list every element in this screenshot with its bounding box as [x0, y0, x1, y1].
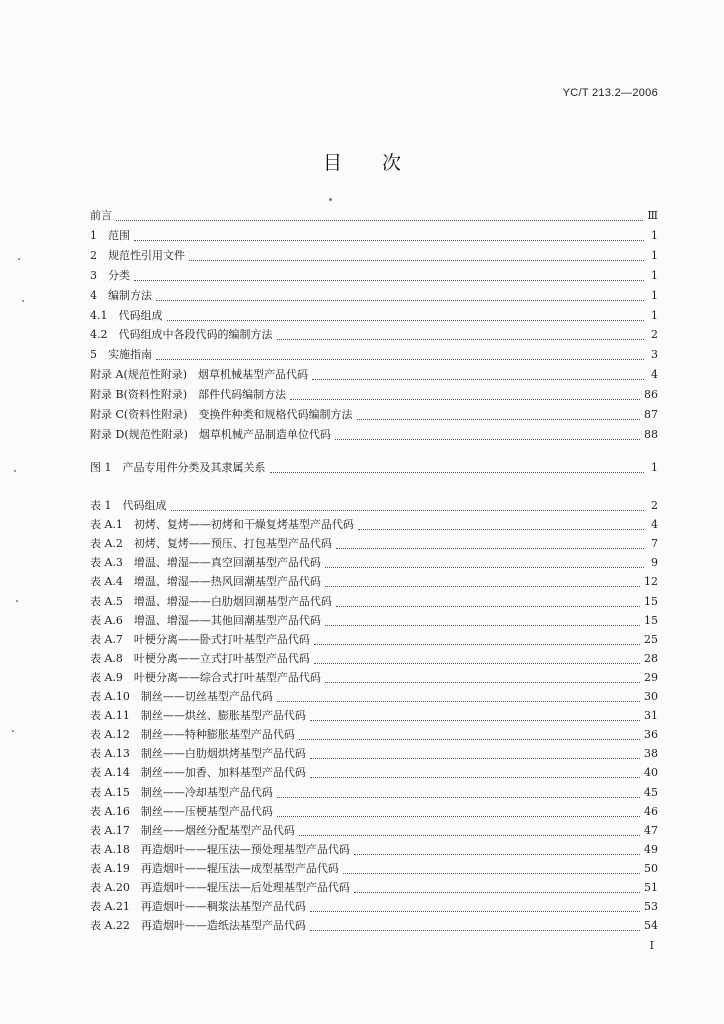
toc-leader-dots: [277, 329, 645, 340]
scan-speck: [12, 730, 14, 732]
scan-speck: [18, 258, 20, 260]
toc-leader-dots: [314, 653, 640, 664]
toc-entry[interactable]: [90, 707, 658, 723]
toc-entry[interactable]: [90, 516, 658, 532]
toc-leader-dots: [310, 748, 640, 759]
toc-entry-page: 31: [644, 709, 658, 723]
toc-leader-dots: [343, 863, 640, 874]
toc-entry[interactable]: [90, 917, 658, 933]
toc-entry-label: 表 A.2 初烤、复烤——预压、打包基型产品代码: [90, 537, 332, 551]
scan-speck: [329, 198, 332, 201]
toc-entry[interactable]: [90, 822, 658, 838]
toc-leader-dots: [335, 429, 640, 440]
toc-entry-page: 1: [651, 248, 658, 262]
toc-entry-page: 1: [651, 268, 658, 282]
toc-leader-dots: [171, 500, 645, 511]
toc-entry-page: 1: [651, 308, 658, 322]
toc-entry[interactable]: [90, 227, 658, 243]
toc-entry[interactable]: [90, 426, 658, 442]
toc-leader-dots: [312, 369, 644, 380]
toc-entry[interactable]: [90, 669, 658, 685]
page-number: I: [649, 939, 654, 952]
toc-entry[interactable]: [90, 247, 658, 263]
toc-entry-page: 38: [644, 747, 658, 761]
toc-entry[interactable]: [90, 459, 658, 475]
toc-entry-page: 4: [651, 368, 658, 382]
toc-entry-page: 12: [644, 575, 658, 589]
toc-leader-dots: [314, 634, 640, 645]
toc-entry[interactable]: [90, 898, 658, 914]
toc-entry-label: 表 A.19 再造烟叶——辊压法—成型基型产品代码: [90, 861, 339, 875]
toc-entry-label: 4.1 代码组成: [90, 308, 163, 322]
toc-leader-dots: [270, 462, 645, 473]
toc-entry-page: 28: [644, 651, 658, 665]
toc-entry-label: 3 分类: [90, 268, 130, 282]
toc-entry-page: 25: [644, 632, 658, 646]
toc-entry-page: 87: [644, 408, 658, 421]
toc-entry-page: 1: [651, 461, 658, 474]
toc-entry[interactable]: [90, 406, 658, 422]
toc-leader-dots: [277, 691, 640, 702]
toc-entry-label: 表 A.5 增温、增湿——白肋烟回潮基型产品代码: [90, 594, 332, 608]
toc-entry-page: 53: [644, 900, 658, 914]
toc-entry[interactable]: [90, 326, 658, 342]
toc-entry-page: 7: [651, 537, 658, 551]
toc-leader-dots: [167, 310, 645, 321]
toc-entry[interactable]: [90, 650, 658, 666]
toc-entry-label: 1 范围: [90, 228, 130, 242]
toc-entry-label: 表 A.15 制丝——冷却基型产品代码: [90, 785, 273, 799]
toc-leader-dots: [277, 787, 640, 798]
toc-leader-dots: [336, 538, 644, 549]
standard-code: YC/T 213.2—2006: [562, 87, 658, 99]
toc-entry-label: 表 A.8 叶梗分离——立式打叶基型产品代码: [90, 651, 310, 665]
toc-entry[interactable]: [90, 573, 658, 589]
scan-speck: [16, 600, 18, 602]
toc-entry[interactable]: [90, 287, 658, 303]
toc-leader-dots: [357, 409, 641, 420]
toc-entry-page: 4: [651, 518, 658, 532]
toc-entry[interactable]: [90, 535, 658, 551]
toc-entry-page: 15: [644, 594, 658, 608]
toc-entry[interactable]: [90, 267, 658, 283]
toc-leader-dots: [325, 672, 640, 683]
toc-entry[interactable]: [90, 688, 658, 704]
toc-entry[interactable]: [90, 386, 658, 402]
toc-entry-page: 54: [644, 919, 658, 933]
toc-leader-dots: [325, 615, 640, 626]
toc-entry-page: 30: [644, 690, 658, 703]
toc-leader-dots: [325, 557, 644, 568]
toc-entry-label: 表 A.7 叶梗分离——卧式打叶基型产品代码: [90, 632, 310, 646]
toc-entry-page: 2: [651, 328, 658, 342]
toc-entry-label: 表 A.1 初烤、复烤——初烤和干燥复烤基型产品代码: [90, 518, 354, 532]
toc-entry-label: 4 编制方法: [90, 288, 152, 302]
toc-entry-page: 45: [644, 785, 658, 799]
toc-entry-label: 2 规范性引用文件: [90, 248, 185, 262]
toc-entry-page: 50: [644, 861, 658, 875]
toc-leader-dots: [277, 806, 640, 817]
toc-leader-dots: [156, 349, 644, 360]
toc-entry-label: 表 A.22 再造烟叶——造纸法基型产品代码: [90, 919, 306, 933]
toc-entry-page: 49: [644, 842, 658, 856]
toc-entry-label: 表 A.4 增温、增湿——热风回潮基型产品代码: [90, 575, 321, 589]
toc-entry[interactable]: [90, 860, 658, 876]
toc-entry-label: 表 A.13 制丝——白肋烟烘烤基型产品代码: [90, 747, 306, 761]
toc-leader-dots: [156, 290, 644, 301]
page-title: 目次: [322, 152, 441, 174]
toc-entry-page: Ⅲ: [647, 209, 658, 222]
scan-speck: [14, 470, 16, 472]
toc-entry-label: 附录 D(规范性附录) 烟草机械产品制造单位代码: [90, 427, 331, 441]
toc-entry-label: 图 1 产品专用件分类及其隶属关系: [90, 461, 266, 474]
toc-leader-dots: [325, 576, 640, 587]
toc-entry-label: 4.2 代码组成中各段代码的编制方法: [90, 328, 273, 342]
toc-entry-page: 9: [651, 556, 658, 570]
toc-entry-label: 表 A.14 制丝——加香、加料基型产品代码: [90, 766, 306, 780]
scan-speck: [22, 300, 24, 302]
toc-entry-label: 表 A.11 制丝——烘丝、膨胀基型产品代码: [90, 709, 306, 723]
toc-entry-page: 1: [651, 288, 658, 302]
toc-entry[interactable]: [90, 631, 658, 647]
toc-entry[interactable]: [90, 307, 658, 323]
toc-entry-label: 表 A.17 制丝——烟丝分配基型产品代码: [90, 823, 295, 837]
toc-entry-label: 表 A.16 制丝——压梗基型产品代码: [90, 804, 273, 818]
toc-leader-dots: [189, 250, 644, 261]
toc-entry[interactable]: [90, 612, 658, 628]
toc-entry-page: 46: [644, 804, 658, 818]
toc-entry[interactable]: [90, 593, 658, 609]
toc-entry-label: 前言: [90, 209, 112, 222]
toc-entry-page: 3: [651, 348, 658, 362]
toc-entry-label: 附录 A(规范性附录) 烟草机械基型产品代码: [90, 368, 309, 382]
toc-entry-label: 表 A.21 再造烟叶——稠浆法基型产品代码: [90, 900, 306, 914]
toc-leader-dots: [310, 920, 640, 931]
toc-entry-label: 表 A.10 制丝——切丝基型产品代码: [90, 690, 273, 703]
toc-leader-dots: [354, 882, 640, 893]
toc-entry[interactable]: [90, 803, 658, 819]
toc-entry-label: 附录 C(资料性附录) 变换件种类和规格代码编制方法: [90, 408, 353, 421]
toc-leader-dots: [290, 389, 640, 400]
toc-entry[interactable]: [90, 764, 658, 780]
toc-leader-dots: [299, 729, 640, 740]
toc-entry-page: 40: [644, 766, 658, 780]
toc-entry[interactable]: [90, 366, 658, 382]
toc-entry-label: 表 A.9 叶梗分离——综合式打叶基型产品代码: [90, 670, 321, 684]
toc-entry-page: 47: [644, 823, 658, 837]
toc-leader-dots: [336, 596, 640, 607]
toc-entry[interactable]: [90, 554, 658, 570]
toc-entry[interactable]: [90, 784, 658, 800]
toc-entry-label: 表 1 代码组成: [90, 499, 167, 512]
toc-leader-dots: [354, 844, 640, 855]
toc-leader-dots: [358, 519, 644, 530]
toc-entry-page: 29: [644, 670, 658, 684]
toc-leader-dots: [310, 901, 640, 912]
toc-leader-dots: [310, 767, 640, 778]
toc-entry-label: 表 A.6 增温、增湿——其他回潮基型产品代码: [90, 613, 321, 627]
toc-leader-dots: [116, 210, 643, 221]
toc-entry[interactable]: [90, 745, 658, 761]
toc-entry-label: 5 实施指南: [90, 348, 152, 362]
toc-entry-label: 表 A.18 再造烟叶——辊压法—预处理基型产品代码: [90, 842, 350, 856]
toc-entry-page: 88: [644, 427, 658, 441]
toc-entry-page: 1: [651, 228, 658, 242]
toc-entry-page: 15: [644, 613, 658, 627]
toc-leader-dots: [134, 230, 644, 241]
toc-entry[interactable]: [90, 497, 658, 513]
toc-entry-label: 附录 B(资料性附录) 部件代码编制方法: [90, 388, 287, 402]
toc-entry-label: 表 A.3 增温、增湿——真空回潮基型产品代码: [90, 556, 321, 570]
toc-entry-label: 表 A.12 制丝——特种膨胀基型产品代码: [90, 728, 295, 742]
toc-entry[interactable]: [90, 879, 658, 895]
toc-leader-dots: [134, 270, 644, 281]
toc-entry-label: 表 A.20 再造烟叶——辊压法—后处理基型产品代码: [90, 881, 350, 894]
toc-entry-page: 2: [651, 499, 658, 512]
toc-leader-dots: [299, 825, 640, 836]
toc-entry-page: 36: [644, 728, 658, 742]
toc-entry-page: 51: [644, 881, 658, 894]
toc-entry[interactable]: [90, 346, 658, 362]
toc-entry[interactable]: [90, 207, 658, 223]
toc-entry[interactable]: [90, 726, 658, 742]
toc-entry-page: 86: [644, 388, 658, 402]
toc-entry[interactable]: [90, 841, 658, 857]
toc-leader-dots: [310, 710, 640, 721]
